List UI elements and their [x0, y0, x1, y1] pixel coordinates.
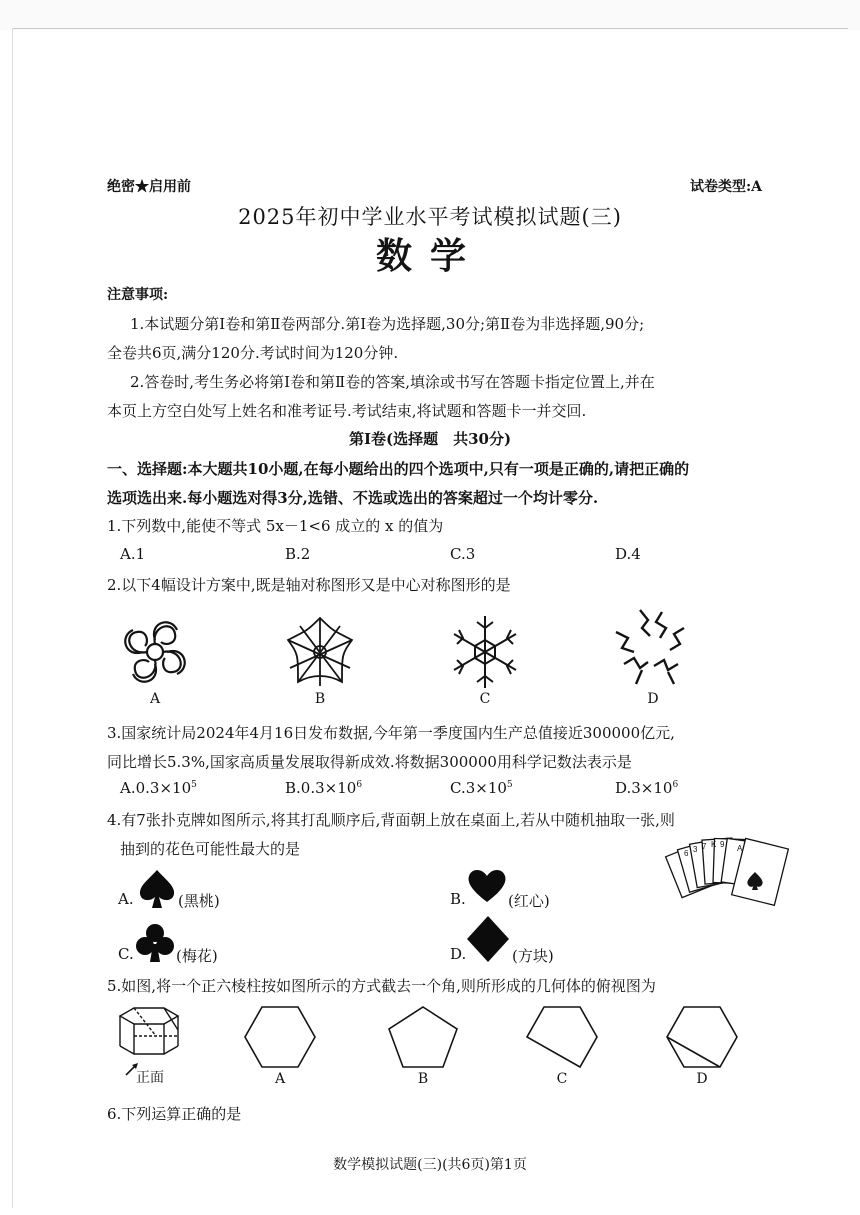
q2-label-a: A	[149, 691, 161, 707]
q1-option-d: D.4	[615, 545, 641, 563]
card-rank-3: 7	[702, 842, 707, 851]
notice-item1-line1: 1.本试题分第Ⅰ卷和第Ⅱ卷两部分.第Ⅰ卷为选择题,30分;第Ⅱ卷为非选择题,90分;	[130, 315, 645, 333]
q2-label-b: B	[314, 691, 326, 707]
diamond-icon	[465, 914, 511, 964]
q4-stem-line2: 抽到的花色可能性最大的是	[120, 840, 301, 858]
q3-option-d-exp: 6	[672, 780, 679, 790]
q4-option-a-text: (黑桃)	[178, 892, 220, 910]
q4-stem-line1: 4.有7张扑克牌如图所示,将其打乱顺序后,背面朝上放在桌面上,若从中随机抽取一张,则	[107, 811, 675, 829]
page-footer: 数学模拟试题(三)(共6页)第1页	[333, 1157, 527, 1173]
q3-option-a-exp: 5	[191, 780, 197, 790]
q4-option-c-letter: C.	[118, 945, 134, 963]
q4-option-b-text: (红心)	[508, 892, 550, 910]
exam-title: 2025年初中学业水平考试模拟试题(三)	[238, 205, 622, 229]
q4-option-a-letter: A.	[118, 890, 134, 908]
q5-label-a: A	[274, 1071, 286, 1087]
q3-option-c-exp: 5	[506, 780, 513, 790]
q2-figure-a-knot	[115, 612, 195, 692]
secret-label: 绝密★启用前	[107, 179, 191, 195]
notice-item2-line1: 2.答卷时,考生务必将第Ⅰ卷和第Ⅱ卷的答案,填涂或书写在答题卡指定位置上,并在	[130, 373, 655, 391]
q3-stem-line2: 同比增长5.3%,国家高质量发展取得新成效.将数据300000用科学记数法表示是	[107, 753, 632, 771]
card-rank-1: 6	[684, 849, 689, 858]
section1-instruction-line1: 一、选择题:本大题共10小题,在每小题给出的四个选项中,只有一项是正确的,请把正确的	[107, 460, 690, 478]
paper-type-label: 试卷类型:A	[690, 179, 763, 195]
q3-option-d-base: D.3×10	[615, 779, 673, 797]
q2-figure-c-snowflake	[445, 612, 525, 692]
q3-option-b-exp: 6	[356, 780, 363, 790]
q1-option-b: B.2	[285, 545, 311, 563]
spade-icon	[136, 868, 178, 910]
q5-front-label: 正面	[136, 1070, 164, 1086]
scan-top-edge	[0, 0, 860, 30]
q3-option-b	[285, 779, 362, 797]
q5-label-b: B	[417, 1071, 429, 1087]
q5-option-c-pentagon	[525, 1005, 599, 1069]
q4-option-c-text: (梅花)	[176, 947, 218, 965]
q5-option-a-hexagon	[243, 1005, 317, 1069]
q5-stem: 5.如图,将一个正六棱柱按如图所示的方式截去一个角,则所形成的几何体的俯视图为	[107, 977, 656, 995]
q6-stem: 6.下列运算正确的是	[107, 1105, 242, 1123]
q3-option-c-base: C.3×10	[450, 779, 507, 797]
q5-label-d: D	[696, 1071, 708, 1087]
q3-stem-line1: 3.国家统计局2024年4月16日发布数据,今年第一季度国内生产总值接近300000亿元,	[107, 724, 675, 742]
q5-option-b-pentagon	[387, 1005, 459, 1069]
q2-label-c: C	[479, 691, 491, 707]
card-rank-2: 3	[693, 845, 698, 854]
q3-option-c	[450, 779, 513, 797]
notice-heading: 注意事项:	[107, 287, 169, 303]
q4-option-b-letter: B.	[450, 890, 466, 908]
card-rank-4: K	[711, 840, 717, 849]
q2-stem: 2.以下4幅设计方案中,既是轴对称图形又是中心对称图形的是	[107, 576, 511, 594]
q4-option-d-letter: D.	[450, 945, 467, 963]
q2-figure-b-star	[280, 612, 360, 692]
q1-stem: 1.下列数中,能使不等式 5x－1<6 成立的 x 的值为	[107, 517, 444, 535]
card-rank-6: A	[737, 844, 743, 853]
section1-heading: 第Ⅰ卷(选择题 共30分)	[348, 430, 512, 448]
q5-option-d-hexagon-diagonal	[665, 1005, 739, 1069]
q4-card-fan-figure	[675, 832, 785, 912]
notice-item2-line2: 本页上方空白处写上姓名和准考证号.考试结束,将试题和答题卡一并交回.	[107, 402, 587, 420]
q2-label-d: D	[647, 691, 659, 707]
q5-prism-figure	[112, 1006, 190, 1066]
q5-label-c: C	[556, 1071, 568, 1087]
heart-icon	[467, 866, 507, 906]
q3-option-a-base: A.0.3×10	[120, 779, 192, 797]
q3-option-b-base: B.0.3×10	[285, 779, 357, 797]
card-rank-5: 9	[720, 840, 725, 849]
q1-option-c: C.3	[450, 545, 476, 563]
q3-option-a	[120, 779, 197, 797]
subject-title: 数学	[375, 235, 484, 277]
scan-frame-top	[12, 28, 848, 29]
q2-figure-d-hooks	[610, 604, 696, 690]
q4-option-d-text: (方块)	[512, 947, 554, 965]
q1-option-a: A.1	[120, 545, 146, 563]
q3-option-d	[615, 779, 678, 797]
club-icon	[134, 922, 176, 964]
notice-item1-line2: 全卷共6页,满分120分.考试时间为120分钟.	[107, 344, 399, 362]
section1-instruction-line2: 选项选出来.每小题选对得3分,选错、不选或选出的答案超过一个均计零分.	[107, 489, 599, 507]
